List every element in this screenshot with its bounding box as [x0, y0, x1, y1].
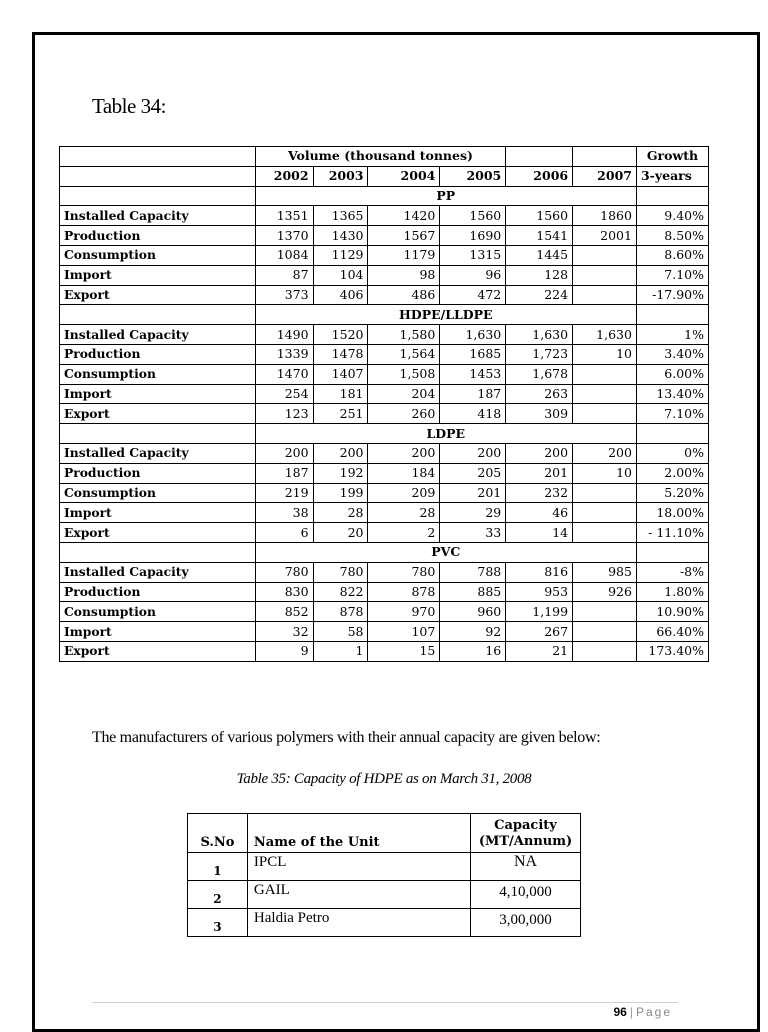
value-cell: 885 [440, 582, 506, 602]
value-cell: 28 [368, 503, 440, 523]
growth-cell: 2.00% [636, 463, 708, 483]
table-row [60, 226, 709, 246]
value-cell: 2 [368, 523, 440, 543]
value-cell [573, 523, 637, 543]
header-empty-cell [573, 147, 637, 167]
value-cell: 33 [440, 523, 506, 543]
value-cell [573, 245, 637, 265]
value-cell: 200 [506, 443, 573, 463]
value-cell: 251 [313, 404, 368, 424]
value-cell: 21 [506, 641, 573, 661]
header-row-2 [60, 166, 709, 186]
value-cell [573, 364, 637, 384]
value-cell: 96 [440, 265, 506, 285]
value-cell: 10 [573, 463, 637, 483]
value-cell: 200 [368, 443, 440, 463]
value-cell: 232 [506, 483, 573, 503]
table-row [60, 325, 709, 345]
row-label: Export [60, 523, 256, 543]
year-header: 2003 [313, 166, 368, 186]
value-cell: 1179 [368, 245, 440, 265]
section-blank-cell [636, 424, 708, 444]
table-34-title: Table 34: [92, 94, 166, 118]
table-row [60, 265, 709, 285]
table-row [60, 503, 709, 523]
value-cell: 926 [573, 582, 637, 602]
section-row [60, 424, 709, 444]
table-35 [187, 813, 581, 937]
growth-cell: 8.60% [636, 245, 708, 265]
value-cell: 486 [368, 285, 440, 305]
table-row [60, 384, 709, 404]
header-empty-cell [506, 147, 573, 167]
table-row [60, 206, 709, 226]
header-blank-cell [60, 166, 256, 186]
page-word: Page [635, 1005, 672, 1019]
value-cell: 780 [313, 562, 368, 582]
growth-cell: 10.90% [636, 602, 708, 622]
growth-header: Growth [636, 147, 708, 167]
value-cell: 1490 [255, 325, 313, 345]
value-cell: 1,580 [368, 325, 440, 345]
table-row [60, 562, 709, 582]
intro-text: The manufacturers of various polymers with their annual capacity are given below: [92, 729, 601, 746]
growth-cell: 3.40% [636, 344, 708, 364]
value-cell: 406 [313, 285, 368, 305]
value-cell: 1453 [440, 364, 506, 384]
value-cell: 15 [368, 641, 440, 661]
section-row [60, 186, 709, 206]
value-cell: 1,630 [440, 325, 506, 345]
table-row [60, 523, 709, 543]
growth-cell: 9.40% [636, 206, 708, 226]
growth-cell: -8% [636, 562, 708, 582]
value-cell: 29 [440, 503, 506, 523]
value-cell: 20 [313, 523, 368, 543]
year-header: 2007 [573, 166, 637, 186]
growth-subheader: 3-years [636, 166, 708, 186]
table-34 [59, 146, 709, 662]
value-cell: 1,723 [506, 344, 573, 364]
value-cell: 1470 [255, 364, 313, 384]
section-name: HDPE/LLDPE [255, 305, 636, 325]
value-cell: 878 [313, 602, 368, 622]
value-cell: 187 [440, 384, 506, 404]
value-cell: 107 [368, 622, 440, 642]
row-sno: 3 [188, 909, 248, 937]
value-cell: 200 [440, 443, 506, 463]
section-blank-cell [636, 542, 708, 562]
value-cell: 780 [368, 562, 440, 582]
table-row [60, 622, 709, 642]
value-cell: 1315 [440, 245, 506, 265]
row-label: Export [60, 404, 256, 424]
section-row [60, 542, 709, 562]
growth-cell: 1% [636, 325, 708, 345]
value-cell: 205 [440, 463, 506, 483]
value-cell: 816 [506, 562, 573, 582]
value-cell: 1370 [255, 226, 313, 246]
value-cell: 418 [440, 404, 506, 424]
row-label: Consumption [60, 483, 256, 503]
value-cell: 32 [255, 622, 313, 642]
row-label: Installed Capacity [60, 443, 256, 463]
table-row [60, 463, 709, 483]
value-cell: 1420 [368, 206, 440, 226]
value-cell: 10 [573, 344, 637, 364]
value-cell: 199 [313, 483, 368, 503]
table-row [188, 909, 581, 937]
value-cell: 1351 [255, 206, 313, 226]
growth-cell: 18.00% [636, 503, 708, 523]
value-cell: 1407 [313, 364, 368, 384]
table-row [60, 364, 709, 384]
table-row [60, 602, 709, 622]
row-label: Consumption [60, 245, 256, 265]
value-cell: 104 [313, 265, 368, 285]
section-row [60, 305, 709, 325]
value-cell: 788 [440, 562, 506, 582]
value-cell [573, 503, 637, 523]
value-cell: 219 [255, 483, 313, 503]
footer-divider [92, 1002, 678, 1003]
section-name: PVC [255, 542, 636, 562]
value-cell: 28 [313, 503, 368, 523]
value-cell: 263 [506, 384, 573, 404]
header-capacity [471, 814, 581, 853]
value-cell [573, 483, 637, 503]
growth-cell: - 11.10% [636, 523, 708, 543]
value-cell: 184 [368, 463, 440, 483]
year-header: 2006 [506, 166, 573, 186]
table-row [188, 881, 581, 909]
row-label: Consumption [60, 602, 256, 622]
value-cell: 87 [255, 265, 313, 285]
table-row [60, 641, 709, 661]
value-cell: 1860 [573, 206, 637, 226]
value-cell: 98 [368, 265, 440, 285]
value-cell: 128 [506, 265, 573, 285]
value-cell: 181 [313, 384, 368, 404]
table-row [60, 344, 709, 364]
page-footer [613, 1005, 672, 1019]
growth-cell: -17.90% [636, 285, 708, 305]
row-label: Export [60, 641, 256, 661]
value-cell: 1690 [440, 226, 506, 246]
value-cell: 187 [255, 463, 313, 483]
row-label: Production [60, 582, 256, 602]
table-row [188, 853, 581, 881]
table-row [60, 285, 709, 305]
section-blank-cell [60, 186, 256, 206]
value-cell: 1430 [313, 226, 368, 246]
value-cell [573, 404, 637, 424]
growth-cell: 1.80% [636, 582, 708, 602]
value-cell: 1445 [506, 245, 573, 265]
value-cell: 970 [368, 602, 440, 622]
row-label: Production [60, 226, 256, 246]
value-cell: 1129 [313, 245, 368, 265]
page-number: 96 [613, 1005, 627, 1019]
value-cell: 2001 [573, 226, 637, 246]
value-cell: 1 [313, 641, 368, 661]
row-unit-name: IPCL [247, 853, 470, 881]
value-cell: 14 [506, 523, 573, 543]
value-cell: 200 [313, 443, 368, 463]
section-name: PP [255, 186, 636, 206]
value-cell [573, 602, 637, 622]
value-cell: 373 [255, 285, 313, 305]
growth-cell: 7.10% [636, 404, 708, 424]
header-row-1 [60, 147, 709, 167]
value-cell: 1339 [255, 344, 313, 364]
row-label: Import [60, 503, 256, 523]
row-label: Installed Capacity [60, 325, 256, 345]
value-cell: 224 [506, 285, 573, 305]
section-blank-cell [60, 424, 256, 444]
value-cell: 953 [506, 582, 573, 602]
value-cell: 1,199 [506, 602, 573, 622]
row-label: Production [60, 463, 256, 483]
value-cell: 472 [440, 285, 506, 305]
value-cell: 92 [440, 622, 506, 642]
value-cell [573, 384, 637, 404]
header-sno: S.No [188, 814, 248, 853]
table-35-caption: Table 35: Capacity of HDPE as on March 31, 2008 [236, 771, 532, 787]
value-cell: 260 [368, 404, 440, 424]
year-header: 2002 [255, 166, 313, 186]
value-cell: 780 [255, 562, 313, 582]
value-cell: 1,508 [368, 364, 440, 384]
section-name: LDPE [255, 424, 636, 444]
row-label: Installed Capacity [60, 206, 256, 226]
value-cell: 1685 [440, 344, 506, 364]
table-row [60, 443, 709, 463]
row-capacity: 4,10,000 [471, 881, 581, 909]
value-cell: 1560 [440, 206, 506, 226]
value-cell: 1478 [313, 344, 368, 364]
table-row [60, 483, 709, 503]
header-unit-name: Name of the Unit [247, 814, 470, 853]
value-cell: 852 [255, 602, 313, 622]
value-cell: 960 [440, 602, 506, 622]
row-label: Installed Capacity [60, 562, 256, 582]
year-header: 2004 [368, 166, 440, 186]
header-capacity-line1: Capacity [494, 818, 557, 833]
value-cell: 1560 [506, 206, 573, 226]
value-cell: 878 [368, 582, 440, 602]
value-cell: 58 [313, 622, 368, 642]
section-blank-cell [60, 542, 256, 562]
value-cell: 9 [255, 641, 313, 661]
value-cell: 1365 [313, 206, 368, 226]
row-sno: 2 [188, 881, 248, 909]
value-cell: 38 [255, 503, 313, 523]
value-cell: 1,564 [368, 344, 440, 364]
value-cell: 200 [573, 443, 637, 463]
value-cell: 254 [255, 384, 313, 404]
value-cell [573, 265, 637, 285]
value-cell: 1084 [255, 245, 313, 265]
value-cell: 1,630 [573, 325, 637, 345]
row-label: Import [60, 622, 256, 642]
section-blank-cell [636, 186, 708, 206]
row-label: Export [60, 285, 256, 305]
growth-cell: 66.40% [636, 622, 708, 642]
header-blank-cell [60, 147, 256, 167]
value-cell: 200 [255, 443, 313, 463]
table-row [60, 404, 709, 424]
row-label: Consumption [60, 364, 256, 384]
growth-cell: 173.40% [636, 641, 708, 661]
value-cell: 46 [506, 503, 573, 523]
row-unit-name: Haldia Petro [247, 909, 470, 937]
value-cell: 201 [506, 463, 573, 483]
value-cell: 309 [506, 404, 573, 424]
value-cell [573, 622, 637, 642]
footer-separator: | [629, 1005, 633, 1019]
growth-cell: 13.40% [636, 384, 708, 404]
growth-cell: 5.20% [636, 483, 708, 503]
growth-cell: 8.50% [636, 226, 708, 246]
section-blank-cell [60, 305, 256, 325]
value-cell: 822 [313, 582, 368, 602]
growth-cell: 7.10% [636, 265, 708, 285]
value-cell: 985 [573, 562, 637, 582]
growth-cell: 6.00% [636, 364, 708, 384]
value-cell: 267 [506, 622, 573, 642]
row-label: Import [60, 384, 256, 404]
row-unit-name: GAIL [247, 881, 470, 909]
value-cell [573, 641, 637, 661]
row-sno: 1 [188, 853, 248, 881]
value-cell: 1567 [368, 226, 440, 246]
row-capacity: NA [471, 853, 581, 881]
value-cell: 1,678 [506, 364, 573, 384]
value-cell: 1541 [506, 226, 573, 246]
row-label: Production [60, 344, 256, 364]
value-cell: 209 [368, 483, 440, 503]
value-cell [573, 285, 637, 305]
value-cell: 830 [255, 582, 313, 602]
value-cell: 204 [368, 384, 440, 404]
row-label: Import [60, 265, 256, 285]
value-cell: 201 [440, 483, 506, 503]
value-cell: 192 [313, 463, 368, 483]
section-blank-cell [636, 305, 708, 325]
volume-header: Volume (thousand tonnes) [255, 147, 506, 167]
header-capacity-line2: (MT/Annum) [478, 834, 573, 849]
table-row [60, 245, 709, 265]
table-row [60, 582, 709, 602]
year-header: 2005 [440, 166, 506, 186]
value-cell: 16 [440, 641, 506, 661]
growth-cell: 0% [636, 443, 708, 463]
value-cell: 1,630 [506, 325, 573, 345]
value-cell: 6 [255, 523, 313, 543]
row-capacity: 3,00,000 [471, 909, 581, 937]
value-cell: 123 [255, 404, 313, 424]
value-cell: 1520 [313, 325, 368, 345]
